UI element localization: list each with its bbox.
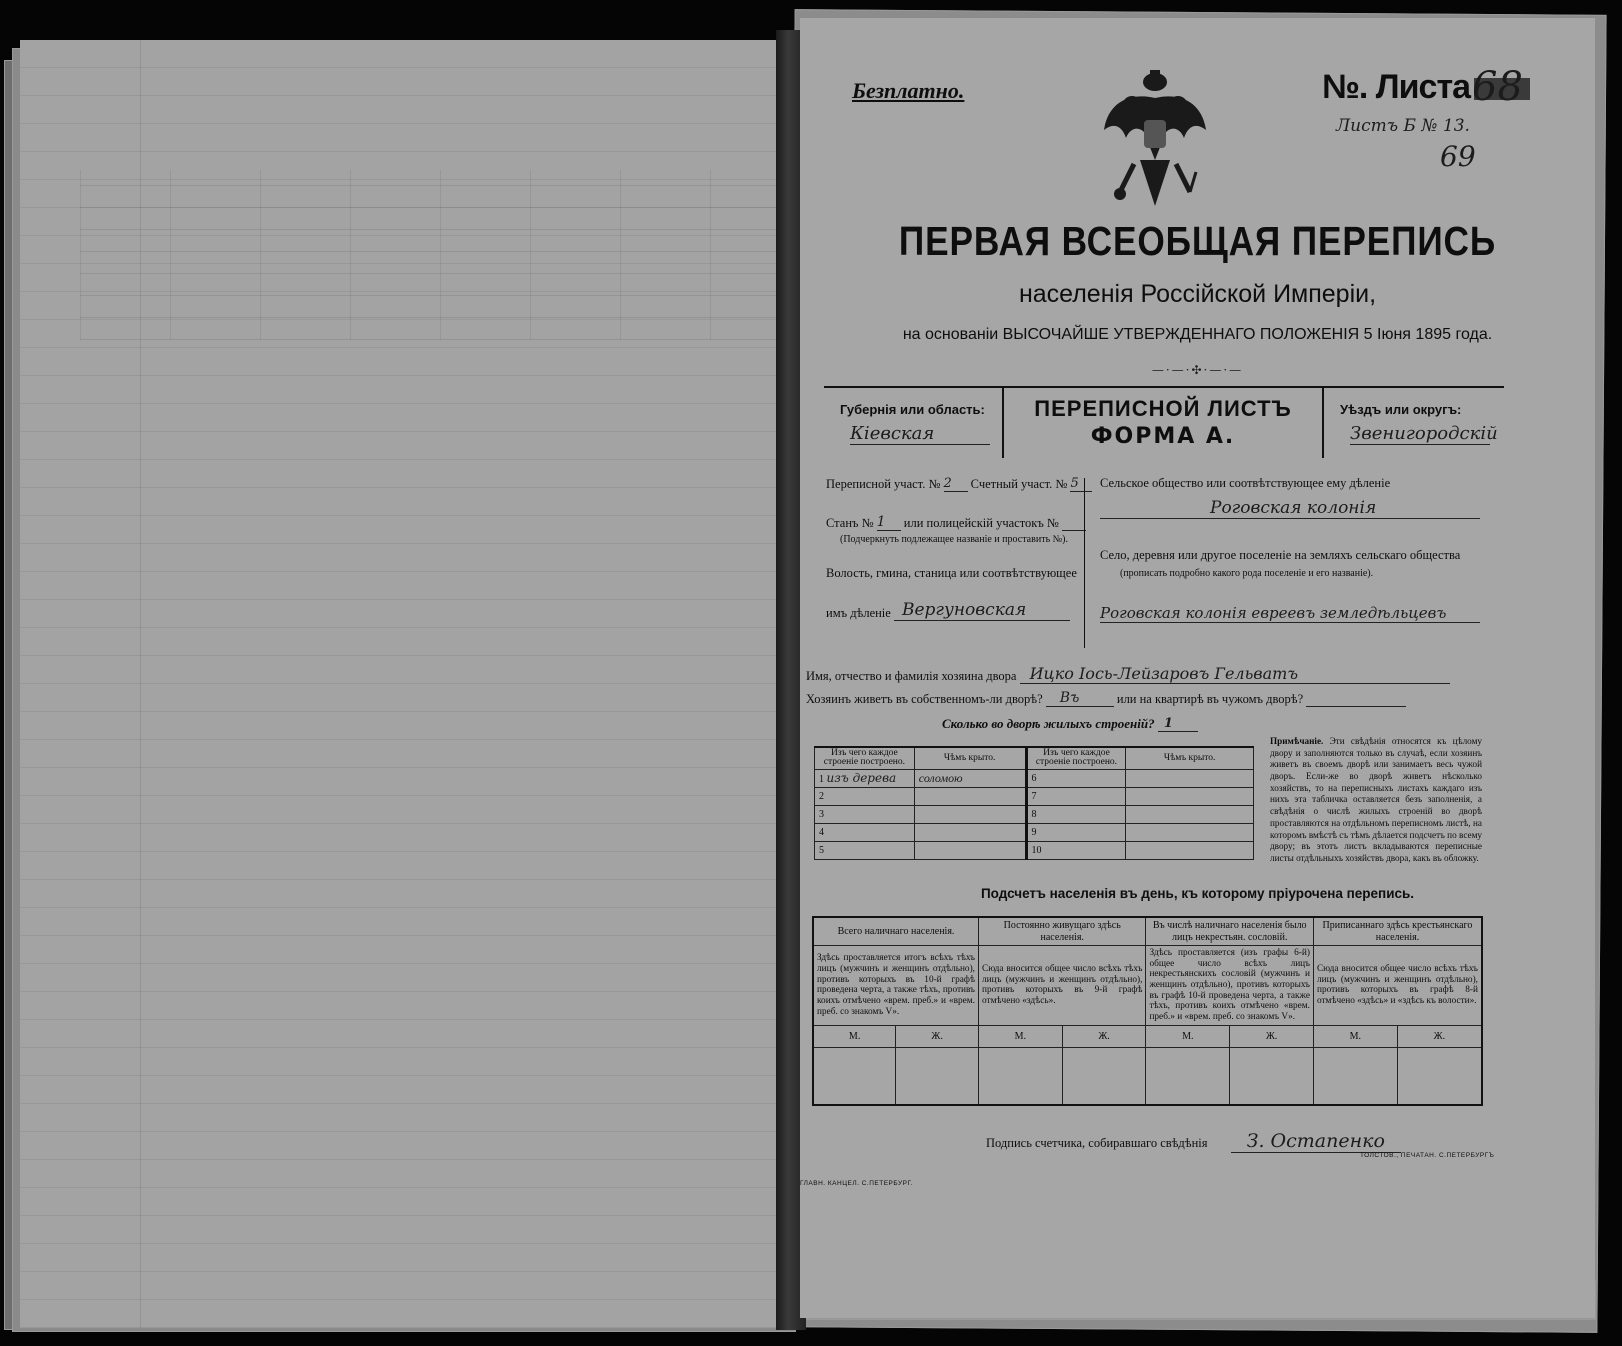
count-col-header-4: Приписаннаго здѣсь крестьянскаго населенія. [1313,917,1482,946]
signature-field [986,1130,1401,1152]
male-header: М. [1146,1025,1230,1047]
volost-label-2: имъ дѣленіе [826,606,891,620]
residence-field [806,690,1406,707]
counting-section-label: Счетный участ. № [970,477,1068,491]
bld-cell-roof: соломою [914,769,1026,787]
table-row [815,805,1254,823]
bld-col-roof: Чѣмъ крыто. [914,747,1026,769]
buildings-answer: 1 [1158,716,1198,732]
census-section-label: Переписной участ. № [826,477,941,491]
count-col-header-1: Всего наличнаго населенія. [813,917,979,946]
bld-col-roof-2: Чѣмъ крыто. [1126,747,1254,769]
sheet-number-handwritten: 68 [1472,64,1523,110]
bld-cell-roof [914,787,1026,805]
district-box [1322,388,1502,458]
left-page-bleedthrough [80,170,780,340]
volost-field [826,600,1070,621]
other-yard-value [1306,706,1406,707]
count-cell [1146,1047,1230,1105]
census-section-field [826,476,1092,492]
underline-note: (Подчеркнуть подлежащее названіе и проставить №). [840,534,1068,545]
census-section-value: 2 [944,476,968,492]
village-note: (прописать подробно какого рода поселеніе и его названіе). [1120,568,1374,579]
sheet-label-text: №. Листа [1322,68,1471,106]
rural-society-label: Сельское общество или соотвѣтствующее ему дѣленіе [1100,476,1391,490]
table-row [815,841,1254,859]
printer-imprint-left: ГЛАВН. КАНЦЕЛ. С.ПЕТЕРБУРГ. [800,1180,913,1187]
table-row [815,823,1254,841]
volost-label-1: Волость, гмина, станица или соотвѣтствующее [826,566,1077,580]
own-yard-label: Хозяинъ живетъ въ собственномъ-ли дворѣ? [806,692,1043,706]
bld-cell-roof-2 [1126,805,1254,823]
printer-imprint-right: ТОЛСТОВ., ПЕЧАТАН. С.ПЕТЕРБУРГЪ [1360,1152,1495,1159]
subtitle: населенія Россійской Имперіи, [1018,280,1377,308]
count-col-desc-2: Сюда вносится общее число всѣхъ тѣхъ лицъ (мужчинъ и женщинъ отдѣльно), противъ которыхъ въ 9-й графѣ отмѣчено «здѣсь». [979,946,1146,1026]
ornament-divider: —·—·✣·—·— [1151,363,1244,377]
bld-cell-roof [914,841,1026,859]
form-title-box [1004,396,1322,449]
counting-section-value: 5 [1070,476,1092,492]
bld-cell-number: 9 [1026,823,1126,841]
count-table-title: Подсчетъ населенія въ день, къ которому пріурочена перепись. [980,886,1415,901]
bld-cell-roof-2 [1126,787,1254,805]
buildings-table [814,746,1254,860]
sheet-note-handwritten: Листъ Б № 13. [1336,116,1470,136]
population-count-table [812,916,1483,1106]
bld-cell-number: 6 [1026,769,1126,787]
district-label: Уѣздъ или округъ: [1340,402,1462,417]
bld-cell-material: 2 [815,787,915,805]
sheet-number-handwritten-2: 69 [1440,140,1476,173]
stan-value: 1 [877,514,901,531]
count-col-desc-4: Сюда вносится общее число всѣхъ тѣхъ лицъ (мужчинъ и женщинъ отдѣльно), противъ которыхъ въ графѣ 8-й отмѣчено «здѣсь» и «здѣсь къ волости». [1313,946,1482,1026]
imperial-eagle-emblem [1100,68,1210,208]
village-field [1100,604,1480,623]
bld-cell-roof [914,805,1026,823]
count-cell [813,1047,896,1105]
female-header: Ж. [1062,1025,1146,1047]
bld-cell-roof-2 [1126,841,1254,859]
buildings-question: Сколько во дворѣ жилыхъ строеній? [942,716,1155,731]
count-col-desc-3: Здѣсь проставляется (изъ графы 6-й) общее число всѣхъ лицъ некрестьянскихъ сословій (мужчинъ и женщинъ отдѣльно), противъ которыхъ въ графѣ 10-й проведена черта, а также тѣхъ, противъ коихъ отмѣчено «врем. преб.» и «врем. преб. со знакомъ V». [1146,946,1314,1026]
buildings-question-field [942,716,1198,732]
count-col-desc-1: Здѣсь проставляется итогъ всѣхъ тѣхъ лицъ (мужчинъ и женщинъ отдѣльно), противъ которыхъ въ 10-й графѣ проведена черта, а также тѣхъ, противъ коихъ отмѣчено «врем. преб.» и «врем. преб. со знакомъ V». [813,946,979,1026]
bld-cell-number: 10 [1026,841,1126,859]
bld-cell-material: 3 [815,805,915,823]
count-cell [1062,1047,1146,1105]
bld-col-material-2: Изъ чего каждое строеніе построено. [1026,747,1126,769]
police-section-label: или полицейскій участокъ № [903,516,1059,530]
police-section-value [1062,530,1086,531]
table-row [815,769,1254,787]
province-box [824,388,1004,458]
bld-cell-roof-2 [1126,823,1254,841]
count-cell [979,1047,1063,1105]
main-title: ПЕРВАЯ ВСЕОБЩАЯ ПЕРЕПИСЬ [898,218,1497,264]
count-cell [896,1047,979,1105]
province-value: Кіевская [850,423,990,445]
material-value: изъ дерева [826,771,897,785]
table-row [815,787,1254,805]
own-yard-value: Въ [1046,690,1114,707]
volost-value: Вергуновская [894,600,1070,621]
free-label: Безплатно. [852,78,965,103]
female-header: Ж. [1230,1025,1314,1047]
count-cell [1397,1047,1482,1105]
village-value: Роговская колонія евреевъ земледѣльцевъ [1100,604,1480,623]
owner-label: Имя, отчество и фамилія хозяина двора [806,669,1017,683]
bld-cell-material [815,769,915,787]
male-header: М. [979,1025,1063,1047]
census-form-page [800,18,1595,1318]
bld-cell-material: 4 [815,823,915,841]
note-label: Примѣчаніе. [1270,736,1324,746]
female-header: Ж. [1397,1025,1482,1047]
bld-cell-material: 5 [815,841,915,859]
form-title: ПЕРЕПИСНОЙ ЛИСТЪ [1034,396,1292,421]
bld-cell-roof [914,823,1026,841]
row-number: 1 [819,774,824,785]
count-cell [1313,1047,1397,1105]
signature-label: Подпись счетчика, собиравшаго свѣдѣнія [986,1136,1208,1150]
bld-cell-number: 7 [1026,787,1126,805]
count-col-header-3: Въ числѣ наличнаго населенія было лицъ некрестьян. сословій. [1146,917,1314,946]
female-header: Ж. [896,1025,979,1047]
male-header: М. [1313,1025,1397,1047]
note-text: Эти свѣдѣнія относятся къ цѣлому двору и заполняются только въ случаѣ, если хозяинъ живетъ въ своемъ дворѣ или занимаетъ весь чужой дворъ. Если-же во дворѣ живетъ нѣсколько хозяйствъ, то на переписныхъ листахъ каждаго изъ нихъ эта табличка оставляется безъ заполненія, а свѣдѣнія о числѣ жилыхъ строеній во дворѣ проставляются на отдѣльномъ переписномъ листѣ, на которомъ вмѣстѣ съ тѣмъ дѣлается подсчетъ по всему двору; въ этотъ листъ вкладываются переписные листы отдѣльныхъ хозяйствъ двора, какъ въ обложку. [1270,736,1482,863]
count-cell [1230,1047,1314,1105]
left-page-blank [20,40,796,1328]
owner-value: Ицко Іось-Лейзаровъ Гельватъ [1020,664,1450,684]
stan-label: Станъ № [826,516,874,530]
rural-society-field [1100,498,1480,519]
count-col-header-2: Постоянно живущаго здѣсь населенія. [979,917,1146,946]
bld-cell-number: 8 [1026,805,1126,823]
bld-col-material: Изъ чего каждое строеніе построено. [815,747,915,769]
bld-cell-roof-2 [1126,769,1254,787]
note-block [1270,736,1482,865]
province-label: Губернія или область: [840,402,985,417]
signature-value: З. Остапенко [1231,1130,1401,1153]
legal-basis: на основаніи ВЫСОЧАЙШЕ УТВЕРЖДЕННАГО ПОЛОЖЕНІЯ 5 Іюня 1895 года. [902,326,1493,343]
male-header: М. [813,1025,896,1047]
village-label: Село, деревня или другое поселеніе на земляхъ сельскаго общества [1100,548,1461,562]
owner-field [806,664,1450,684]
other-yard-label: или на квартирѣ въ чужомъ дворѣ? [1116,692,1304,706]
form-header [824,386,1504,458]
field-column-divider [1084,478,1085,648]
form-subtitle: ФОРМА А. [1090,424,1236,449]
stan-field [826,514,1086,531]
district-value: Звенигородскій [1350,423,1498,444]
rural-society-value: Роговская колонія [1100,498,1480,519]
